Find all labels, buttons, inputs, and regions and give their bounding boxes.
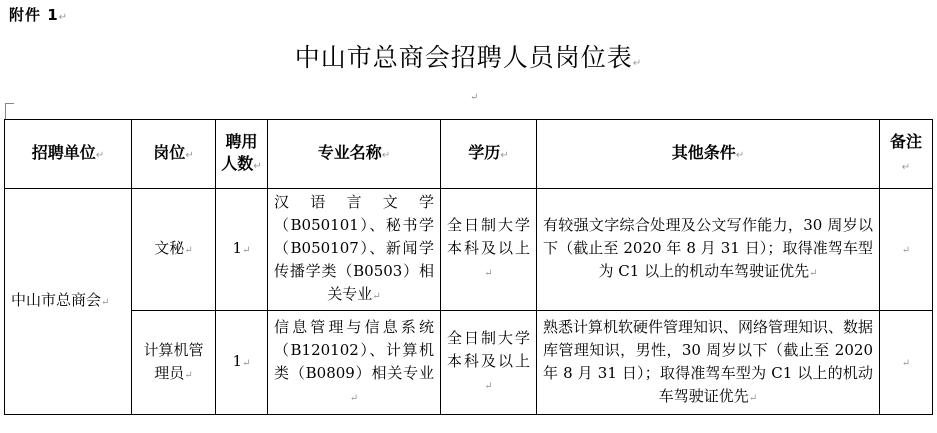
table-row bbox=[5, 189, 933, 311]
remark-cell: ↵ bbox=[880, 311, 933, 415]
header-education: 学历↵ bbox=[441, 120, 537, 189]
conditions-cell: 有较强文字综合处理及公文写作能力，30 周岁以下（截止至 2020 年 8 月 31 日）；取得准驾车型为 C1 以上的机动车驾驶证优先↵ bbox=[537, 189, 880, 311]
header-count: 聘用 人数↵ bbox=[216, 120, 268, 189]
count-cell: 1↵ bbox=[216, 189, 268, 311]
unit-name-cell: 中山市总商会↵ bbox=[5, 189, 132, 415]
paragraph-mark: ↵ bbox=[632, 58, 643, 69]
conditions-cell: 熟悉计算机软硬件管理知识、网络管理知识、数据库管理知识，男性，30 周岁以下（截止至 2020 年 8 月 31 日）；取得准驾车型为 C1 以上的机动车驾驶证优先↵ bbox=[537, 311, 880, 415]
table-header-row bbox=[5, 120, 933, 189]
header-conditions: 其他条件↵ bbox=[537, 120, 880, 189]
paragraph-mark: ↵ bbox=[470, 92, 479, 103]
header-post: 岗位↵ bbox=[132, 120, 216, 189]
paragraph-mark: ↵ bbox=[58, 12, 69, 23]
remark-cell: ↵ bbox=[880, 189, 933, 311]
major-cell: 汉语言文学（B050101）、秘书学（B050107）、新闻学传播学类（B0503）相关专业↵ bbox=[268, 189, 441, 311]
recruitment-table bbox=[4, 119, 933, 415]
education-cell: 全日制大学本科及以上↵ bbox=[441, 189, 537, 311]
table-row bbox=[5, 311, 933, 415]
annex-label: 附件 1↵ bbox=[9, 6, 69, 24]
count-cell: 1↵ bbox=[216, 311, 268, 415]
education-cell: 全日制大学本科及以上↵ bbox=[441, 311, 537, 415]
table-corner-marker bbox=[5, 103, 14, 120]
header-remark: 备注↵ bbox=[880, 120, 933, 189]
header-unit: 招聘单位↵ bbox=[5, 120, 132, 189]
major-cell: 信息管理与信息系统（B120102）、计算机类（B0809）相关专业↵ bbox=[268, 311, 441, 415]
header-major: 专业名称↵ bbox=[268, 120, 441, 189]
post-cell: 文秘↵ bbox=[132, 189, 216, 311]
document-title: 中山市总商会招聘人员岗位表↵ bbox=[294, 43, 643, 72]
post-cell: 计算机管理员↵ bbox=[132, 311, 216, 415]
